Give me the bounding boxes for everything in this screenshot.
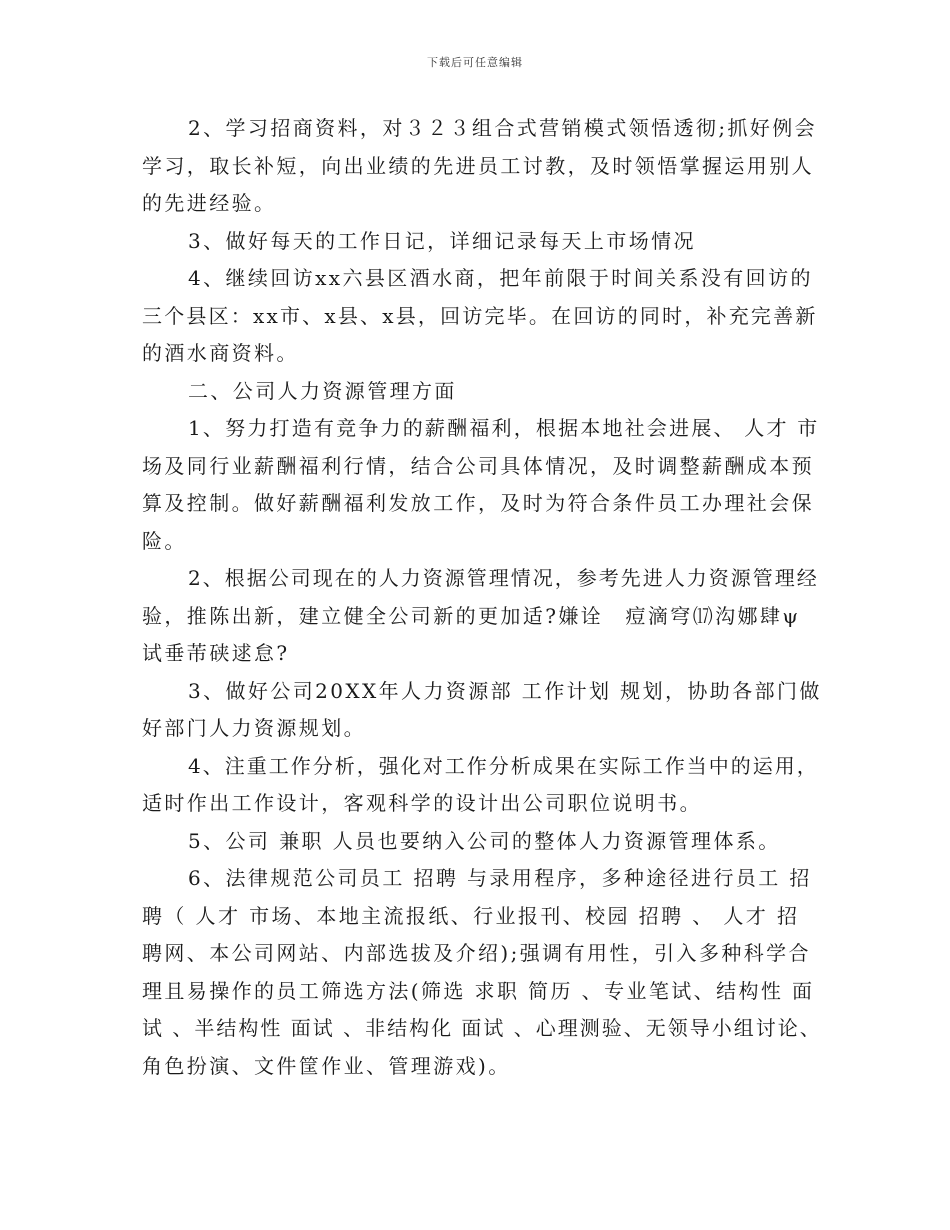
text-line: 理且易操作的员工筛选方法(筛选 求职 简历 、专业笔试、结构性 面	[142, 978, 815, 1003]
page-header: 下载后可任意编辑	[427, 56, 523, 69]
text-line: 验，推陈出新，建立健全公司新的更加适?嫌诠 痘滴穹⒄沟娜肆ψ	[142, 603, 801, 628]
text-line: 试垂芾硖逑怠?	[142, 641, 290, 665]
text-line: 场及同行业薪酬福利行情，结合公司具体情况，及时调整薪酬成本预	[142, 453, 814, 478]
text-line: 角色扮演、文件筐作业、管理游戏)。	[142, 1053, 511, 1078]
text-line: 3、做好每天的工作日记，详细记录每天上市场情况	[188, 228, 696, 253]
text-line: 4、注重工作分析，强化对工作分析成果在实际工作当中的运用，	[188, 753, 819, 778]
text-line: 2、根据公司现在的人力资源管理情况，参考先进人力资源管理经	[188, 566, 819, 590]
text-line: 的酒水商资料。	[142, 341, 299, 365]
text-line: 学习，取长补短，向出业绩的先进员工讨教，及时领悟掌握运用别人	[142, 153, 814, 178]
text-line: 险。	[142, 528, 187, 553]
text-line: 聘网、本公司网站、内部选拔及介绍);强调有用性，引入多种科学合	[142, 941, 811, 965]
text-line: 好部门人力资源规划。	[142, 716, 366, 740]
text-line: 3、做好公司20XX年人力资源部 工作计划 规划，协助各部门做	[188, 678, 822, 703]
text-line: 4、继续回访xx六县区酒水商，把年前限于时间关系没有回访的	[188, 266, 813, 290]
text-line: 三个县区：xx市、x县、x县，回访完毕。在回访的同时，补充完善新	[142, 303, 818, 328]
text-line: 的先进经验。	[142, 191, 277, 215]
text-line: 聘（ 人才 市场、本地主流报纸、行业报刊、校园 招聘 、 人才 招	[142, 903, 800, 928]
text-line: 试 、半结构性 面试 、非结构化 面试 、心理测验、无领导小组讨论、	[142, 1016, 822, 1040]
text-line: 算及控制。做好薪酬福利发放工作，及时为符合条件员工办理社会保	[142, 491, 814, 515]
text-line: 适时作出工作设计，客观科学的设计出公司职位说明书。	[142, 791, 702, 815]
text-line: 1、努力打造有竞争力的薪酬福利，根据本地社会进展、 人才 市	[188, 416, 820, 440]
document-body	[142, 110, 822, 1085]
text-line: 6、法律规范公司员工 招聘 与录用程序，多种途径进行员工 招	[188, 866, 812, 890]
section-heading: 二、公司人力资源管理方面	[188, 378, 457, 403]
text-line: 2、学习招商资料，对３２３组合式营销模式领悟透彻;抓好例会	[188, 116, 818, 140]
text-line: 5、公司 兼职 人员也要纳入公司的整体人力资源管理体系。	[188, 828, 781, 853]
